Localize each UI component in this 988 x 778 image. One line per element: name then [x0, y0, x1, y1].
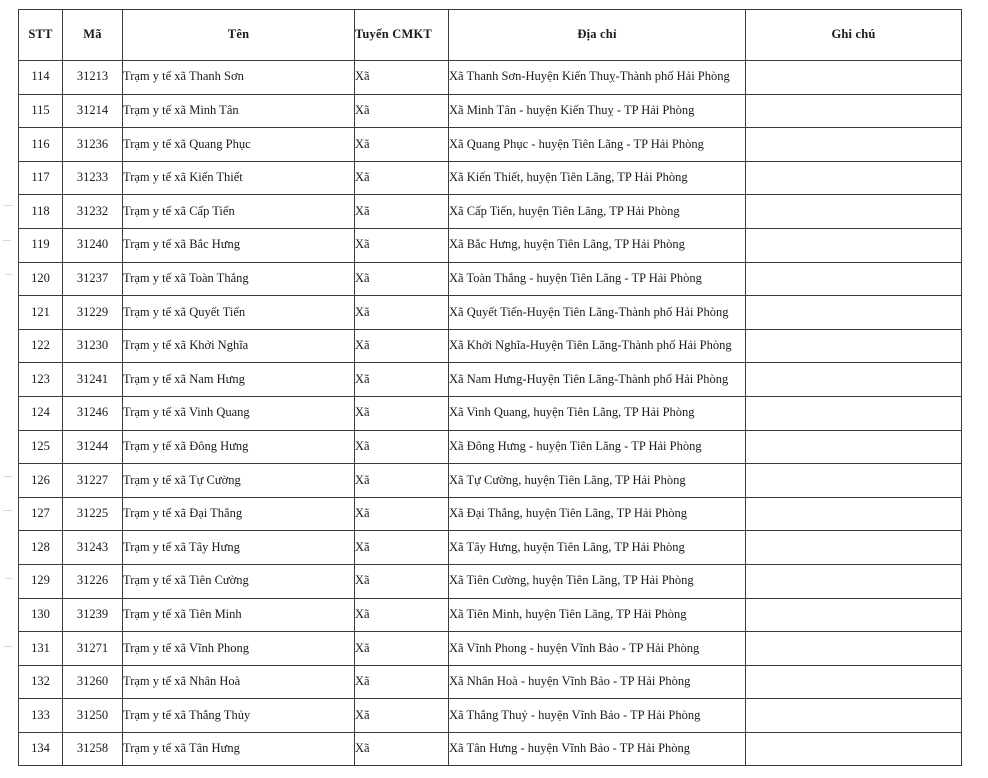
cell-ma: 31239 — [63, 598, 123, 632]
cell-stt: 115 — [19, 94, 63, 128]
cell-tuyen: Xã — [355, 363, 449, 397]
cell-ghi-chu — [746, 161, 962, 195]
table-row — [19, 531, 962, 565]
cell-stt: 120 — [19, 262, 63, 296]
cell-ma: 31226 — [63, 564, 123, 598]
cell-tuyen: Xã — [355, 329, 449, 363]
cell-tuyen: Xã — [355, 128, 449, 162]
cell-stt: 127 — [19, 497, 63, 531]
table-row — [19, 464, 962, 498]
cell-ten: Trạm y tế xã Tiên Cường — [123, 564, 355, 598]
cell-ma: 31250 — [63, 699, 123, 733]
table-header — [19, 10, 962, 61]
cell-ghi-chu — [746, 61, 962, 95]
cell-dia-chi: Xã Cấp Tiến, huyện Tiên Lãng, TP Hải Phòng — [449, 195, 746, 229]
cell-ghi-chu — [746, 464, 962, 498]
scan-artifact — [4, 205, 13, 206]
cell-ten: Trạm y tế xã Khởi Nghĩa — [123, 329, 355, 363]
column-header-dia-chi: Địa chỉ — [449, 10, 746, 61]
cell-dia-chi: Xã Tây Hưng, huyện Tiên Lãng, TP Hải Phòng — [449, 531, 746, 565]
cell-stt: 134 — [19, 732, 63, 766]
cell-ten: Trạm y tế xã Vĩnh Phong — [123, 632, 355, 666]
cell-ma: 31225 — [63, 497, 123, 531]
table-body — [19, 61, 962, 766]
cell-ma: 31243 — [63, 531, 123, 565]
cell-stt: 133 — [19, 699, 63, 733]
health-station-table — [18, 9, 962, 766]
cell-ma: 31271 — [63, 632, 123, 666]
cell-ghi-chu — [746, 732, 962, 766]
cell-ma: 31230 — [63, 329, 123, 363]
column-header-ma: Mã — [63, 10, 123, 61]
cell-tuyen: Xã — [355, 531, 449, 565]
cell-stt: 124 — [19, 396, 63, 430]
cell-ghi-chu — [746, 363, 962, 397]
cell-ghi-chu — [746, 665, 962, 699]
cell-ghi-chu — [746, 262, 962, 296]
cell-tuyen: Xã — [355, 699, 449, 733]
cell-dia-chi: Xã Nam Hưng-Huyện Tiên Lãng-Thành phố Hải Phòng — [449, 363, 746, 397]
cell-stt: 117 — [19, 161, 63, 195]
cell-dia-chi: Xã Kiến Thiết, huyện Tiên Lãng, TP Hải Phòng — [449, 161, 746, 195]
cell-dia-chi: Xã Nhân Hoà - huyện Vĩnh Bảo - TP Hải Phòng — [449, 665, 746, 699]
cell-ten: Trạm y tế xã Nhân Hoà — [123, 665, 355, 699]
table-row — [19, 564, 962, 598]
cell-tuyen: Xã — [355, 61, 449, 95]
cell-stt: 118 — [19, 195, 63, 229]
cell-stt: 130 — [19, 598, 63, 632]
table-row — [19, 161, 962, 195]
scan-artifact — [5, 274, 12, 275]
cell-dia-chi: Xã Vĩnh Phong - huyện Vĩnh Bảo - TP Hải Phòng — [449, 632, 746, 666]
cell-ma: 31237 — [63, 262, 123, 296]
document-page — [18, 9, 961, 766]
cell-stt: 126 — [19, 464, 63, 498]
cell-ma: 31213 — [63, 61, 123, 95]
cell-ghi-chu — [746, 632, 962, 666]
cell-ten: Trạm y tế xã Vinh Quang — [123, 396, 355, 430]
cell-stt: 132 — [19, 665, 63, 699]
cell-ten: Trạm y tế xã Bắc Hưng — [123, 228, 355, 262]
cell-ghi-chu — [746, 396, 962, 430]
table-row — [19, 296, 962, 330]
cell-ghi-chu — [746, 228, 962, 262]
cell-stt: 122 — [19, 329, 63, 363]
scan-artifact — [5, 578, 12, 579]
cell-ten: Trạm y tế xã Tự Cường — [123, 464, 355, 498]
cell-ten: Trạm y tế xã Đông Hưng — [123, 430, 355, 464]
cell-ghi-chu — [746, 531, 962, 565]
cell-ma: 31232 — [63, 195, 123, 229]
table-row — [19, 665, 962, 699]
cell-ma: 31229 — [63, 296, 123, 330]
cell-ghi-chu — [746, 329, 962, 363]
cell-dia-chi: Xã Quyết Tiến-Huyện Tiên Lãng-Thành phố Hải Phòng — [449, 296, 746, 330]
table-row — [19, 262, 962, 296]
cell-tuyen: Xã — [355, 195, 449, 229]
cell-ma: 31258 — [63, 732, 123, 766]
cell-dia-chi: Xã Đông Hưng - huyện Tiên Lãng - TP Hải Phòng — [449, 430, 746, 464]
cell-stt: 123 — [19, 363, 63, 397]
cell-ma: 31241 — [63, 363, 123, 397]
cell-dia-chi: Xã Thắng Thuỷ - huyện Vĩnh Bảo - TP Hải Phòng — [449, 699, 746, 733]
cell-ma: 31236 — [63, 128, 123, 162]
cell-tuyen: Xã — [355, 564, 449, 598]
cell-ten: Trạm y tế xã Nam Hưng — [123, 363, 355, 397]
cell-stt: 119 — [19, 228, 63, 262]
table-row — [19, 228, 962, 262]
cell-tuyen: Xã — [355, 598, 449, 632]
cell-dia-chi: Xã Quang Phục - huyện Tiên Lãng - TP Hải Phòng — [449, 128, 746, 162]
cell-ten: Trạm y tế xã Thắng Thủy — [123, 699, 355, 733]
table-row — [19, 699, 962, 733]
cell-dia-chi: Xã Tiên Cường, huyện Tiên Lãng, TP Hải Phòng — [449, 564, 746, 598]
cell-tuyen: Xã — [355, 464, 449, 498]
scan-artifact — [4, 476, 12, 477]
cell-dia-chi: Xã Đại Thắng, huyện Tiên Lãng, TP Hải Phòng — [449, 497, 746, 531]
cell-dia-chi: Xã Khởi Nghĩa-Huyện Tiên Lãng-Thành phố Hải Phòng — [449, 329, 746, 363]
cell-ma: 31233 — [63, 161, 123, 195]
cell-ghi-chu — [746, 128, 962, 162]
header-row — [19, 10, 962, 61]
cell-ma: 31246 — [63, 396, 123, 430]
column-header-tuyen-cmkt: Tuyến CMKT — [355, 10, 449, 61]
table-row — [19, 632, 962, 666]
cell-ten: Trạm y tế xã Toàn Thắng — [123, 262, 355, 296]
cell-ma: 31244 — [63, 430, 123, 464]
cell-tuyen: Xã — [355, 665, 449, 699]
cell-stt: 129 — [19, 564, 63, 598]
cell-ma: 31227 — [63, 464, 123, 498]
table-row — [19, 195, 962, 229]
cell-ma: 31214 — [63, 94, 123, 128]
cell-stt: 121 — [19, 296, 63, 330]
cell-ten: Trạm y tế xã Kiến Thiết — [123, 161, 355, 195]
table-row — [19, 598, 962, 632]
cell-ten: Trạm y tế xã Tiên Minh — [123, 598, 355, 632]
cell-ten: Trạm y tế xã Quang Phục — [123, 128, 355, 162]
cell-stt: 114 — [19, 61, 63, 95]
cell-ghi-chu — [746, 598, 962, 632]
cell-ten: Trạm y tế xã Đại Thắng — [123, 497, 355, 531]
cell-ten: Trạm y tế xã Quyết Tiến — [123, 296, 355, 330]
cell-tuyen: Xã — [355, 430, 449, 464]
cell-ghi-chu — [746, 497, 962, 531]
cell-ghi-chu — [746, 430, 962, 464]
scan-artifact — [4, 646, 12, 647]
cell-tuyen: Xã — [355, 94, 449, 128]
cell-stt: 125 — [19, 430, 63, 464]
cell-ghi-chu — [746, 296, 962, 330]
scan-artifact — [3, 240, 11, 241]
cell-ghi-chu — [746, 195, 962, 229]
cell-dia-chi: Xã Vinh Quang, huyện Tiên Lãng, TP Hải Phòng — [449, 396, 746, 430]
cell-dia-chi: Xã Minh Tân - huyện Kiến Thuỵ - TP Hải Phòng — [449, 94, 746, 128]
cell-dia-chi: Xã Tân Hưng - huyện Vĩnh Bảo - TP Hải Phòng — [449, 732, 746, 766]
table-row — [19, 128, 962, 162]
table-row — [19, 329, 962, 363]
cell-ghi-chu — [746, 699, 962, 733]
cell-dia-chi: Xã Toàn Thắng - huyện Tiên Lãng - TP Hải Phòng — [449, 262, 746, 296]
cell-tuyen: Xã — [355, 497, 449, 531]
cell-tuyen: Xã — [355, 396, 449, 430]
cell-tuyen: Xã — [355, 632, 449, 666]
cell-dia-chi: Xã Bắc Hưng, huyện Tiên Lãng, TP Hải Phòng — [449, 228, 746, 262]
table-row — [19, 497, 962, 531]
table-row — [19, 430, 962, 464]
cell-stt: 116 — [19, 128, 63, 162]
cell-tuyen: Xã — [355, 732, 449, 766]
cell-ten: Trạm y tế xã Cấp Tiến — [123, 195, 355, 229]
cell-stt: 128 — [19, 531, 63, 565]
table-row — [19, 61, 962, 95]
table-row — [19, 94, 962, 128]
cell-ten: Trạm y tế xã Tây Hưng — [123, 531, 355, 565]
cell-ghi-chu — [746, 94, 962, 128]
cell-ten: Trạm y tế xã Thanh Sơn — [123, 61, 355, 95]
cell-ten: Trạm y tế xã Tân Hưng — [123, 732, 355, 766]
cell-tuyen: Xã — [355, 161, 449, 195]
cell-dia-chi: Xã Tự Cường, huyện Tiên Lãng, TP Hải Phòng — [449, 464, 746, 498]
cell-tuyen: Xã — [355, 228, 449, 262]
table-row — [19, 396, 962, 430]
table-row — [19, 732, 962, 766]
cell-tuyen: Xã — [355, 262, 449, 296]
cell-dia-chi: Xã Tiên Minh, huyện Tiên Lãng, TP Hải Phòng — [449, 598, 746, 632]
cell-ten: Trạm y tế xã Minh Tân — [123, 94, 355, 128]
cell-ghi-chu — [746, 564, 962, 598]
cell-tuyen: Xã — [355, 296, 449, 330]
cell-stt: 131 — [19, 632, 63, 666]
column-header-stt: STT — [19, 10, 63, 61]
column-header-ghi-chu: Ghi chú — [746, 10, 962, 61]
cell-dia-chi: Xã Thanh Sơn-Huyện Kiến Thuỵ-Thành phố Hải Phòng — [449, 61, 746, 95]
cell-ma: 31240 — [63, 228, 123, 262]
table-row — [19, 363, 962, 397]
scan-artifact — [3, 510, 12, 511]
column-header-ten: Tên — [123, 10, 355, 61]
cell-ma: 31260 — [63, 665, 123, 699]
